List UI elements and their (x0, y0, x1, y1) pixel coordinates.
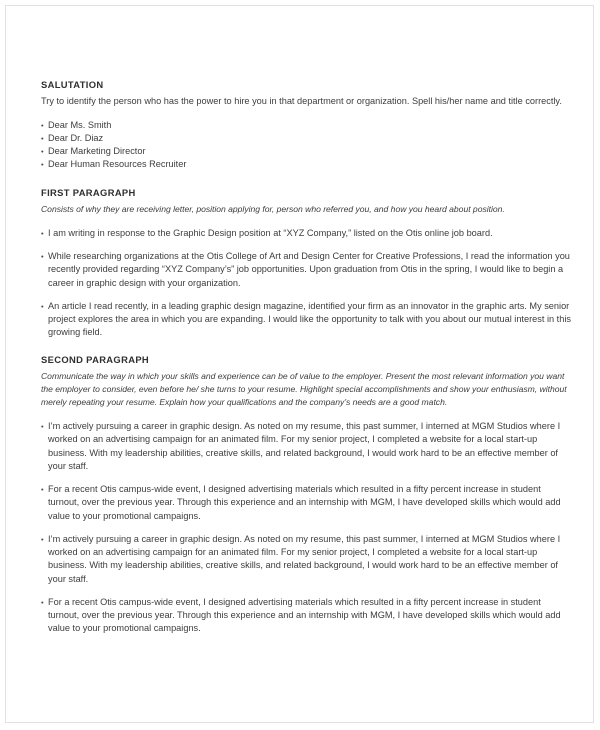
section-heading-salutation: SALUTATION (41, 79, 104, 90)
section-intro-salutation: Try to identify the person who has the power to hire you in that department or organization. Spell his/her name and title correctly. (41, 96, 562, 106)
bullet-list-second-paragraph (41, 420, 571, 635)
section-heading-first-paragraph: FIRST PARAGRAPH (41, 186, 136, 198)
spacer (41, 340, 571, 353)
section-second-paragraph (41, 353, 571, 636)
list-item: • Dear Ms. Smith (41, 119, 571, 132)
list-item: • I am writing in response to the Graphic Design position at “XYZ Company,” listed on the Otis online job board. (41, 227, 571, 240)
list-item: • While researching organizations at the Otis College of Art and Design Center for Creative Professions, I read the information you recently provided regarding “XYZ Company’s” job opportunities. Upon graduation from Otis in the spring, I would like to begin a career in graphic design with your organization. (41, 250, 571, 290)
spacer (41, 172, 571, 186)
bullet-list-first-paragraph (41, 227, 571, 340)
section-salutation (41, 78, 571, 172)
spacer (41, 216, 571, 227)
section-intro-first-paragraph: Consists of why they are receiving letter, position applying for, person who referred you, and how you heard about position. (41, 203, 505, 214)
bullet-list-salutation (41, 119, 571, 171)
section-heading-second-paragraph: SECOND PARAGRAPH (41, 353, 150, 365)
list-item: • For a recent Otis campus-wide event, I designed advertising materials which resulted in a fifty percent increase in student turnout, over the previous year. Through this experience and an internship with MGM, I have developed skills which would add value to your promotional campaigns. (41, 483, 571, 523)
section-first-paragraph (41, 186, 571, 340)
document-body (41, 78, 571, 636)
list-item: • An article I read recently, in a leading graphic design magazine, identified your firm as an innovator in the graphic arts. My senior project explores the area in which you are expanding. I would like the opportunity to talk with you about our mutual interest in this growing field. (41, 300, 571, 340)
list-item: • Dear Human Resources Recruiter (41, 158, 571, 171)
list-item: • Dear Marketing Director (41, 145, 571, 158)
list-item: • For a recent Otis campus-wide event, I designed advertising materials which resulted in a fifty percent increase in student turnout, over the previous year. Through this experience and an internship with MGM, I have developed skills which would add value to your promotional campaigns. (41, 596, 571, 636)
section-intro-second-paragraph: Communicate the way in which your skills and experience can be of value to the employer. Present the most relevant information you want the employer to consider, even before he/ she turns to your resume. Highlight special accomplishments and show your enthusiasm, without merely repeating your resume. Explain how your qualifications and the company’s needs are a good match. (41, 370, 567, 407)
list-item: • I’m actively pursuing a career in graphic design. As noted on my resume, this past summer, I interned at MGM Studios where I worked on an advertising campaign for an animated film. For my senior project, I completed a website for a local start-up business. With my leadership abilities, creative skills, and related background, I would work hard to be an effective member of your staff. (41, 533, 571, 586)
spacer (41, 409, 571, 420)
spacer (41, 108, 571, 119)
list-item: • I’m actively pursuing a career in graphic design. As noted on my resume, this past summer, I interned at MGM Studios where I worked on an advertising campaign for an animated film. For my senior project, I completed a website for a local start-up business. With my leadership abilities, creative skills, and related background, I would work hard to be an effective member of your staff. (41, 420, 571, 473)
list-item: • Dear Dr. Diaz (41, 132, 571, 145)
